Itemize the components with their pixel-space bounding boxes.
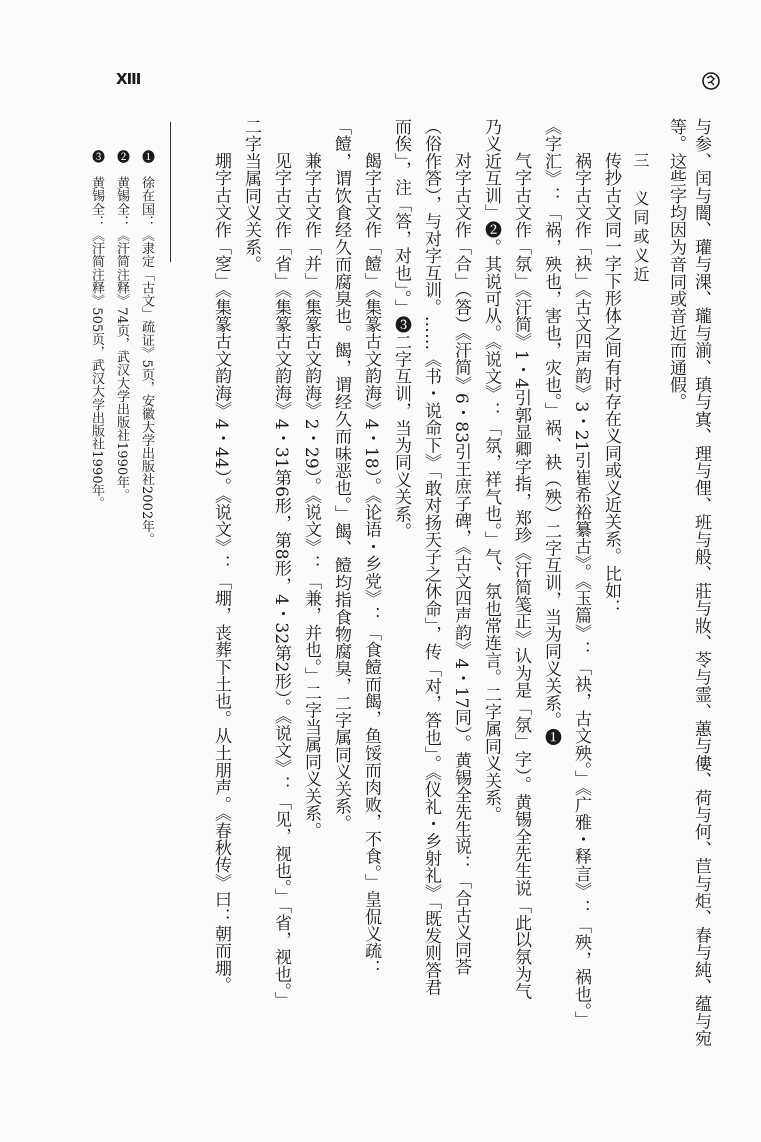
body-column-11: 餲字古文作「饐」《集篆古文韵海》4・18）。《论语・乡党》：「食饐而餲，鱼馁而肉败，不食。」皇侃义疏： xyxy=(361,152,381,977)
footnote-separator xyxy=(170,122,171,262)
body-column-4: 祸字古文作「袂」《古文四声韵》3・21引崔希裕纂古》。《玉篇》：「袂，古文殃。」《广雅・释言》：「殃，祸也。」 xyxy=(571,152,591,1029)
body-column-16: 堋字古文作「窆」《集篆古文韵海》4・44）。《说文》：「堋，丧葬下土也。从土朋声。《春秋传》曰：朝而堋。 xyxy=(211,152,231,994)
body-column-8: 对字古文作「合」（答）《汗简》6・83引王庶子碑，《古文四声韵》4・17同）。黄锡全先生说：「合古义同荅 xyxy=(451,152,471,976)
body-column-6: 气字古文作「氛」《汗简》1・4引郭显卿字指，郑珍《汗简笺正》认为是「氛」字）。黄锡全先生说「此以氛为气 xyxy=(511,152,531,1000)
body-column-15: 二字当属同义关系。 xyxy=(241,118,261,273)
body-column-2: 等。这些字均因为音同或音近而通假。 xyxy=(666,118,686,411)
footnote-3: ❸ 黄锡全：《汗简注释》505页，武汉大学出版社1990年。 xyxy=(89,150,104,510)
body-column-14: 见字古文作「省」《集篆古文韵海》4・31第6形，第8形，4・32第2形）。《说文》：「见，视也。」「省，视也。」 xyxy=(271,152,291,1009)
page-number: XIII xyxy=(116,70,141,88)
section-heading: 三 义同或义近 xyxy=(631,152,650,285)
body-column-10: 而俟」，注「答，对也」。」❸二字互训，当为同义关系。 xyxy=(391,118,411,540)
body-column-12: 「饐，谓饮食经久而腐臭也。餲，谓经久而味恶也。」餲、饐均指食物腐臭，二字属同义关系。 xyxy=(331,118,351,832)
body-column-3: 传抄古文同一字下形体之间有时存在义同或义近关系。比如： xyxy=(601,152,621,617)
footnote-2: ❷ 黄锡全：《汗简注释》74页，武汉大学出版社1990年。 xyxy=(114,150,129,502)
body-column-7: 乃义近互训」❷。其说可从。《说文》：「氛，祥气也。」气、氛也常连言。二字属同义关系。 xyxy=(481,118,501,824)
chapter-mark-icon xyxy=(702,72,720,90)
footnote-1: ❶ 徐在国：《隶定「古文」疏证》5页，安徽大学出版社2002年。 xyxy=(139,150,154,546)
body-column-1: 与参、闰与闇、瓘与淉、瓏与湔、瑱与寘、理与俚、班与般、莊与妝、苓与霊、蕙与僂、荷与何、苣与炬、春与純、蕴与宛 xyxy=(691,118,711,1047)
body-column-13: 兼字古文作「并」《集篆古文韵海》2・29）。《说文》：「兼，并也。」二字当属同义关系。 xyxy=(301,152,321,840)
body-column-5: 《字汇》：「祸，殃也，害也，灾也。」祸、袂（殃）二字互训，当为同义关系。❶ xyxy=(541,118,561,746)
body-column-9: （俗作答），与对字互训。……《书・说命下》「敢对扬天子之休命」，传「对，答也」。《仪礼・乡射礼》「既发则答君 xyxy=(421,118,441,996)
